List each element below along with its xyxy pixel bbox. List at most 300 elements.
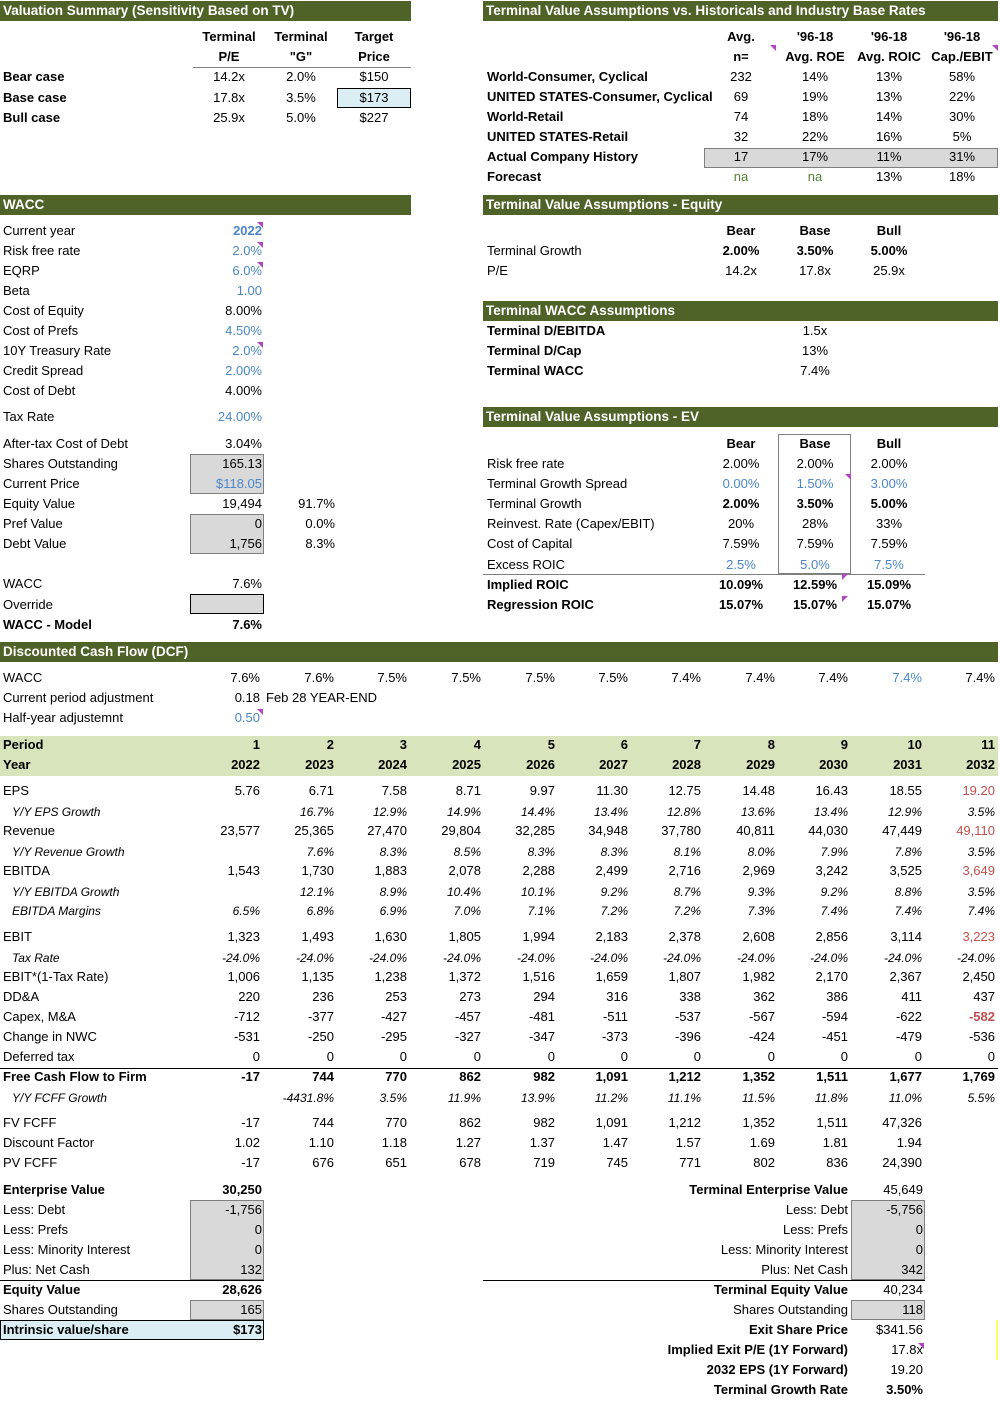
dcf-cell: 2,608 xyxy=(742,929,775,944)
dcf-cell: 1.47 xyxy=(602,1135,628,1150)
hist-cell: 69 xyxy=(733,89,749,104)
dcf-cell: 1.10 xyxy=(308,1135,334,1150)
dcf-cell: 294 xyxy=(533,989,555,1004)
wacc-row-label: Credit Spread xyxy=(3,363,84,378)
ev-right-label: Less: Minority Interest xyxy=(720,1242,848,1257)
wacc-row-label: Tax Rate xyxy=(3,409,55,424)
section-header-tv-wacc: Terminal WACC Assumptions xyxy=(483,301,998,321)
dcf-cell: 253 xyxy=(385,989,407,1004)
dcf-cell: 744 xyxy=(312,1115,334,1130)
dcf-row-label: Capex, M&A xyxy=(3,1009,76,1024)
dcf-wacc-label: WACC xyxy=(3,670,43,685)
dcf-cell: -24.0% xyxy=(368,951,407,965)
wacc-value: 4.50% xyxy=(225,323,262,338)
dcf-cell: -24.0% xyxy=(442,951,481,965)
dcf-cell: 437 xyxy=(973,989,995,1004)
hist-cell: 30% xyxy=(948,109,976,124)
valuation-header-g-1: Terminal xyxy=(274,29,328,44)
dcf-cell: 3,242 xyxy=(815,863,848,878)
dcf-cell: 1,994 xyxy=(522,929,555,944)
dcf-cell: 1,006 xyxy=(227,969,260,984)
dcf-wacc-value: 7.6% xyxy=(230,670,260,685)
dcf-cell: 8.0% xyxy=(747,845,775,859)
tv-ev-cell: 15.07% xyxy=(866,597,912,612)
ev-left-label: Less: Debt xyxy=(3,1202,66,1217)
tv-equity-cell: 5.00% xyxy=(870,243,908,258)
tv-ev-label: Terminal Growth Spread xyxy=(487,476,628,491)
wacc-value: $118.05 xyxy=(215,476,262,491)
dcf-cell: 11.30 xyxy=(596,783,628,798)
dcf-cell: -347 xyxy=(528,1029,555,1044)
tv-ev-header: Bull xyxy=(876,436,902,451)
valuation-price: $227 xyxy=(359,110,389,125)
tv-wacc-value: 13% xyxy=(801,343,829,358)
dcf-cell: -17 xyxy=(241,1155,260,1170)
dcf-cell: 1,883 xyxy=(374,863,407,878)
ev-right-value: $341.56 xyxy=(876,1322,923,1337)
dcf-wacc-value: 7.5% xyxy=(525,670,555,685)
hist-cell: 16% xyxy=(875,129,903,144)
dcf-cell: 1,769 xyxy=(962,1069,995,1084)
valuation-g: 2.0% xyxy=(286,69,316,84)
dcf-cell: -479 xyxy=(895,1029,922,1044)
tv-equity-label: Terminal Growth xyxy=(487,243,582,258)
dcf-cell: 8.3% xyxy=(527,845,555,859)
wacc-row-label: Debt Value xyxy=(3,536,67,551)
dcf-cell: 11.5% xyxy=(741,1091,775,1105)
dcf-cell: -594 xyxy=(821,1009,848,1024)
ev-right-value: -5,756 xyxy=(886,1202,923,1217)
dcf-cell: 386 xyxy=(826,989,848,1004)
dcf-cell: 13.6% xyxy=(740,805,775,819)
dcf-cell: 1.81 xyxy=(822,1135,848,1150)
hist-cell: na xyxy=(733,169,749,184)
valuation-header-price-1: Target xyxy=(354,29,394,44)
tv-ev-cell: 12.59% xyxy=(792,577,838,592)
dcf-cell: 5.76 xyxy=(234,783,260,798)
dcf-cell: 3.5% xyxy=(967,845,995,859)
dcf-cell: 1.37 xyxy=(529,1135,555,1150)
tv-ev-cell: 7.5% xyxy=(874,557,904,572)
valuation-row-label: Bull case xyxy=(3,110,61,125)
dcf-cell: 8.3% xyxy=(600,845,628,859)
dcf-cell: 9.97 xyxy=(529,783,555,798)
dcf-cell: 0 xyxy=(620,1049,628,1064)
dcf-period: 11 xyxy=(981,737,995,752)
dcf-cell: 2,856 xyxy=(815,929,848,944)
dcf-cell: 2,170 xyxy=(815,969,848,984)
dcf-cell: 362 xyxy=(753,989,775,1004)
dcf-cell: 8.1% xyxy=(673,845,701,859)
ev-right-value: 17.8x xyxy=(891,1342,923,1357)
dcf-cell: 7.9% xyxy=(820,845,848,859)
ev-right-label: Plus: Net Cash xyxy=(761,1262,848,1277)
dcf-row-label: Free Cash Flow to Firm xyxy=(3,1069,147,1084)
dcf-cell: 1,807 xyxy=(668,969,701,984)
dcf-row-label: FV FCFF xyxy=(3,1115,57,1130)
dcf-period: 9 xyxy=(840,737,848,752)
wacc-value: 2022 xyxy=(233,223,262,238)
ev-left-value: 30,250 xyxy=(222,1182,262,1197)
section-header-tv-equity: Terminal Value Assumptions - Equity xyxy=(483,195,998,215)
valuation-pe: 14.2x xyxy=(213,69,245,84)
tv-ev-label: Implied ROIC xyxy=(487,577,569,592)
dcf-cell: 49,110 xyxy=(956,823,995,838)
valuation-header-g-2: "G" xyxy=(289,49,313,64)
tv-ev-header: Bear xyxy=(726,436,756,451)
dcf-row-label: EBIT*(1-Tax Rate) xyxy=(3,969,109,984)
dcf-cell: 5.5% xyxy=(967,1091,995,1105)
dcf-cell: -4431.8% xyxy=(282,1091,334,1105)
hist-header: n= xyxy=(733,49,749,64)
dcf-cell: -457 xyxy=(454,1009,481,1024)
dcf-hya-value: 0.50 xyxy=(234,710,260,725)
ev-right-label: Implied Exit P/E (1Y Forward) xyxy=(667,1342,848,1357)
dcf-cell: 29,804 xyxy=(441,823,481,838)
dcf-cell: 1,091 xyxy=(595,1115,628,1130)
valuation-pe: 17.8x xyxy=(213,90,245,105)
dcf-cell: 25,365 xyxy=(294,823,334,838)
valuation-price-selected[interactable]: $173 xyxy=(359,90,389,105)
valuation-g: 5.0% xyxy=(286,110,316,125)
tv-ev-label: Risk free rate xyxy=(487,456,565,471)
hist-cell: 18% xyxy=(801,109,829,124)
comment-indicator-icon[interactable] xyxy=(257,242,263,248)
dcf-cell: 0 xyxy=(547,1049,555,1064)
dcf-cell: 3,223 xyxy=(962,929,995,944)
wacc-value: 24.00% xyxy=(217,409,262,424)
dcf-cell: 2,183 xyxy=(595,929,628,944)
dcf-year: 2028 xyxy=(672,757,701,772)
dcf-cell: -327 xyxy=(454,1029,481,1044)
dcf-cell: -24.0% xyxy=(221,951,260,965)
dcf-cell: 862 xyxy=(459,1069,481,1084)
tv-ev-label: Excess ROIC xyxy=(487,557,566,572)
dcf-wacc-value: 7.5% xyxy=(451,670,481,685)
wacc-row-label: Override xyxy=(3,597,53,612)
tv-ev-cell: 2.00% xyxy=(722,456,760,471)
dcf-row-label: Tax Rate xyxy=(12,951,60,965)
dcf-cell: 40,811 xyxy=(736,823,775,838)
hist-header: '96-18 xyxy=(870,29,908,44)
dcf-year: 2023 xyxy=(305,757,334,772)
ev-left-value: 0 xyxy=(254,1222,262,1237)
ev-right-label: Terminal Growth Rate xyxy=(713,1382,848,1397)
hist-cell: 18% xyxy=(948,169,976,184)
dcf-cpa-note: Feb 28 YEAR-END xyxy=(266,690,378,705)
dcf-cell: 338 xyxy=(679,989,701,1004)
dcf-cell: 0 xyxy=(399,1049,407,1064)
ev-left-value: 28,626 xyxy=(222,1282,262,1297)
dcf-year: 2027 xyxy=(599,757,628,772)
wacc-value: 3.04% xyxy=(225,436,262,451)
ev-left-value: 0 xyxy=(254,1242,262,1257)
ev-right-value: 40,234 xyxy=(883,1282,923,1297)
ev-right-label: Shares Outstanding xyxy=(733,1302,848,1317)
wacc-value: 0 xyxy=(254,516,262,531)
tv-ev-cell: 15.09% xyxy=(866,577,912,592)
comment-indicator-icon[interactable] xyxy=(257,342,263,348)
dcf-row-label: Discount Factor xyxy=(3,1135,95,1150)
dcf-row-label: PV FCFF xyxy=(3,1155,58,1170)
tv-ev-cell: 15.07% xyxy=(718,597,764,612)
wacc-value: 6.0% xyxy=(232,263,262,278)
dcf-cell: -24.0% xyxy=(295,951,334,965)
dcf-cell: 7.2% xyxy=(600,904,628,918)
dcf-cell: -582 xyxy=(968,1009,995,1024)
hist-row-label: World-Retail xyxy=(487,109,564,124)
tv-equity-cell: 25.9x xyxy=(873,263,905,278)
dcf-cell: 9.2% xyxy=(600,885,628,899)
dcf-cell: 3.5% xyxy=(967,805,995,819)
comment-indicator-icon[interactable] xyxy=(842,596,848,602)
dcf-cell: -24.0% xyxy=(662,951,701,965)
dcf-cell: 19.20 xyxy=(962,783,995,798)
tv-equity-cell: 3.50% xyxy=(796,243,834,258)
dcf-cell: 11.2% xyxy=(594,1091,628,1105)
valuation-row-label: Base case xyxy=(3,90,67,105)
tv-equity-header: Bear xyxy=(726,223,756,238)
dcf-row-label: EBIT xyxy=(3,929,32,944)
dcf-cell: 47,449 xyxy=(882,823,922,838)
valuation-header-price-2: Price xyxy=(358,49,390,64)
ev-right-label: Terminal Enterprise Value xyxy=(689,1182,848,1197)
hist-cell: 13% xyxy=(875,89,903,104)
dcf-cell: 0 xyxy=(693,1049,701,1064)
tv-ev-cell: 2.00% xyxy=(796,456,834,471)
intrinsic-value-per-share: $173 xyxy=(233,1322,262,1337)
dcf-row-label: Deferred tax xyxy=(3,1049,75,1064)
comment-indicator-icon[interactable] xyxy=(842,574,848,580)
dcf-cell: 10.4% xyxy=(446,885,481,899)
hist-cell: 13% xyxy=(875,69,903,84)
hist-cell: 5% xyxy=(952,129,972,144)
dcf-cell: 1,511 xyxy=(816,1115,848,1130)
hist-cell: 14% xyxy=(801,69,829,84)
dcf-cell: 719 xyxy=(533,1155,555,1170)
wacc-row-label: Current year xyxy=(3,223,76,238)
comment-indicator-icon[interactable] xyxy=(770,45,776,51)
dcf-cell: 14.4% xyxy=(520,805,555,819)
comment-indicator-icon[interactable] xyxy=(257,222,263,228)
hist-cell: 32 xyxy=(733,129,749,144)
dcf-hya-label: Half-year adjustemnt xyxy=(3,710,123,725)
hist-cell: 74 xyxy=(733,109,749,124)
dcf-cell: 47,326 xyxy=(882,1115,922,1130)
dcf-cell: 1,372 xyxy=(448,969,481,984)
dcf-cell: 6.9% xyxy=(379,904,407,918)
hist-row-label: Forecast xyxy=(487,169,542,184)
ev-left-label: Intrinsic value/share xyxy=(3,1322,129,1337)
dcf-cell: 678 xyxy=(459,1155,481,1170)
dcf-row-label: Y/Y EPS Growth xyxy=(12,805,101,819)
dcf-period: 8 xyxy=(767,737,775,752)
dcf-cell: 12.8% xyxy=(666,805,701,819)
dcf-row-label: Change in NWC xyxy=(3,1029,97,1044)
tv-ev-label: Regression ROIC xyxy=(487,597,594,612)
tv-ev-cell: 5.00% xyxy=(870,496,908,511)
dcf-cell: -536 xyxy=(968,1029,995,1044)
ev-right-value: 45,649 xyxy=(883,1182,923,1197)
wacc-value[interactable] xyxy=(190,595,262,615)
tv-equity-header: Bull xyxy=(876,223,902,238)
tv-ev-cell: 20% xyxy=(727,516,755,531)
dcf-cell: -396 xyxy=(674,1029,701,1044)
dcf-cell: 7.4% xyxy=(967,904,995,918)
valuation-g: 3.5% xyxy=(286,90,316,105)
hist-row-label: UNITED STATES-Consumer, Cyclical xyxy=(487,89,713,104)
dcf-cell: 14.48 xyxy=(742,783,775,798)
dcf-row-label: Y/Y EBITDA Growth xyxy=(12,885,120,899)
tv-ev-header: Base xyxy=(799,436,831,451)
dcf-cell: 2,716 xyxy=(668,863,701,878)
hist-header: Avg. ROE xyxy=(785,49,845,64)
dcf-cell: 12.75 xyxy=(668,783,701,798)
hist-cell: 58% xyxy=(948,69,976,84)
dcf-wacc-value: 7.6% xyxy=(304,670,334,685)
dcf-cell: 13.9% xyxy=(520,1091,555,1105)
dcf-cell: 1,659 xyxy=(595,969,628,984)
ev-right-label: Less: Prefs xyxy=(782,1222,848,1237)
dcf-cell: 0 xyxy=(326,1049,334,1064)
dcf-cell: -567 xyxy=(748,1009,775,1024)
wacc-value: 1,756 xyxy=(229,536,262,551)
wacc-row-label: Pref Value xyxy=(3,516,63,531)
dcf-cpa-label: Current period adjustment xyxy=(3,690,154,705)
tv-equity-cell: 2.00% xyxy=(722,243,760,258)
wacc-row-label: Equity Value xyxy=(3,496,76,511)
dcf-period: 3 xyxy=(399,737,407,752)
hist-cell: 17% xyxy=(801,149,829,164)
dcf-cell: 1.02 xyxy=(234,1135,260,1150)
dcf-year: 2032 xyxy=(966,757,995,772)
hist-cell: 31% xyxy=(948,149,976,164)
wacc-row-label: Cost of Debt xyxy=(3,383,76,398)
dcf-row-label: Revenue xyxy=(3,823,56,838)
dcf-cell: 1,212 xyxy=(668,1115,701,1130)
comment-indicator-icon[interactable] xyxy=(257,709,263,715)
hist-header: Avg. xyxy=(727,29,755,44)
dcf-cell: -295 xyxy=(380,1029,407,1044)
dcf-cell: 2,499 xyxy=(595,863,628,878)
dcf-cell: -24.0% xyxy=(516,951,555,965)
dcf-cell: 6.71 xyxy=(308,783,334,798)
dcf-cell: 745 xyxy=(606,1155,628,1170)
wacc-weight: 8.3% xyxy=(305,536,335,551)
dcf-cell: 11.1% xyxy=(667,1091,701,1105)
dcf-cpa-value: 0.18 xyxy=(234,690,260,705)
wacc-row-label: Beta xyxy=(3,283,30,298)
dcf-cell: 11.9% xyxy=(447,1091,481,1105)
hist-cell: na xyxy=(807,169,823,184)
dcf-cell: 8.8% xyxy=(894,885,922,899)
comment-indicator-icon[interactable] xyxy=(845,474,851,480)
dcf-cell: -17 xyxy=(241,1115,260,1130)
hist-row-label: UNITED STATES-Retail xyxy=(487,129,629,144)
tv-ev-cell: 0.00% xyxy=(722,476,760,491)
dcf-cell: 13.4% xyxy=(593,805,628,819)
tv-ev-cell: 2.5% xyxy=(726,557,756,572)
ev-left-label: Plus: Net Cash xyxy=(3,1262,90,1277)
dcf-cell: 3,649 xyxy=(962,863,995,878)
hist-row-label: Actual Company History xyxy=(487,149,638,164)
dcf-wacc-value: 7.4% xyxy=(745,670,775,685)
dcf-cell: 1,511 xyxy=(816,1069,848,1084)
dcf-cell: 1,630 xyxy=(374,929,407,944)
dcf-cell: 982 xyxy=(533,1115,555,1130)
wacc-row-label: Current Price xyxy=(3,476,80,491)
comment-indicator-icon[interactable] xyxy=(992,45,998,51)
dcf-period: 5 xyxy=(547,737,555,752)
tv-ev-cell: 1.50% xyxy=(796,476,834,491)
dcf-year: 2026 xyxy=(526,757,555,772)
dcf-wacc-value: 7.4% xyxy=(965,670,995,685)
wacc-value: 2.00% xyxy=(225,363,262,378)
section-header-tv-ev: Terminal Value Assumptions - EV xyxy=(483,407,998,427)
dcf-cell: 8.71 xyxy=(455,783,481,798)
dcf-cell: 14.9% xyxy=(446,805,481,819)
dcf-cell: 34,948 xyxy=(588,823,628,838)
tv-wacc-label: Terminal D/EBITDA xyxy=(487,323,606,338)
ev-right-value: 3.50% xyxy=(886,1382,923,1397)
tv-ev-cell: 7.59% xyxy=(796,536,834,551)
valuation-price: $150 xyxy=(359,69,389,84)
wacc-row-label: Risk free rate xyxy=(3,243,81,258)
dcf-year: 2031 xyxy=(893,757,922,772)
dcf-cell: 1,135 xyxy=(301,969,334,984)
dcf-year-label: Year xyxy=(3,757,31,772)
dcf-cell: -24.0% xyxy=(809,951,848,965)
dcf-cell: 8.7% xyxy=(673,885,701,899)
dcf-year: 2029 xyxy=(746,757,775,772)
dcf-cell: 16.43 xyxy=(815,783,848,798)
wacc-weight: 0.0% xyxy=(305,516,335,531)
dcf-cell: 7.4% xyxy=(894,904,922,918)
dcf-cell: 0 xyxy=(987,1049,995,1064)
dcf-cell: 16.7% xyxy=(299,805,334,819)
dcf-cell: -531 xyxy=(233,1029,260,1044)
tv-equity-label: P/E xyxy=(487,263,508,278)
comment-indicator-icon[interactable] xyxy=(257,262,263,268)
tv-ev-cell: 10.09% xyxy=(718,577,764,592)
hist-cell: 14% xyxy=(875,109,903,124)
dcf-period: 2 xyxy=(326,737,334,752)
tv-ev-cell: 3.00% xyxy=(870,476,908,491)
ev-right-label: Exit Share Price xyxy=(749,1322,848,1337)
wacc-value: 4.00% xyxy=(225,383,262,398)
valuation-pe: 25.9x xyxy=(213,110,245,125)
dcf-row-label: EBITDA xyxy=(3,863,50,878)
dcf-cell: 0 xyxy=(914,1049,922,1064)
tv-equity-header: Base xyxy=(799,223,831,238)
dcf-cell: 3,525 xyxy=(889,863,922,878)
dcf-cell: 23,577 xyxy=(220,823,260,838)
ev-left-label: Less: Minority Interest xyxy=(3,1242,131,1257)
dcf-cell: 6.5% xyxy=(232,904,260,918)
section-header-tv-historicals: Terminal Value Assumptions vs. Historicals and Industry Base Rates xyxy=(483,1,998,21)
ev-right-value: 19.20 xyxy=(890,1362,923,1377)
dcf-row-label: EBITDA Margins xyxy=(12,904,101,918)
section-header-wacc: WACC xyxy=(0,195,411,215)
dcf-cell: 7.4% xyxy=(820,904,848,918)
dcf-cell: -481 xyxy=(528,1009,555,1024)
dcf-period: 10 xyxy=(907,737,922,752)
dcf-row-label: DD&A xyxy=(3,989,40,1004)
dcf-cell: 1,238 xyxy=(374,969,407,984)
dcf-cell: 8.3% xyxy=(379,845,407,859)
dcf-cell: 0 xyxy=(767,1049,775,1064)
wacc-row-label: WACC - Model xyxy=(3,617,92,632)
